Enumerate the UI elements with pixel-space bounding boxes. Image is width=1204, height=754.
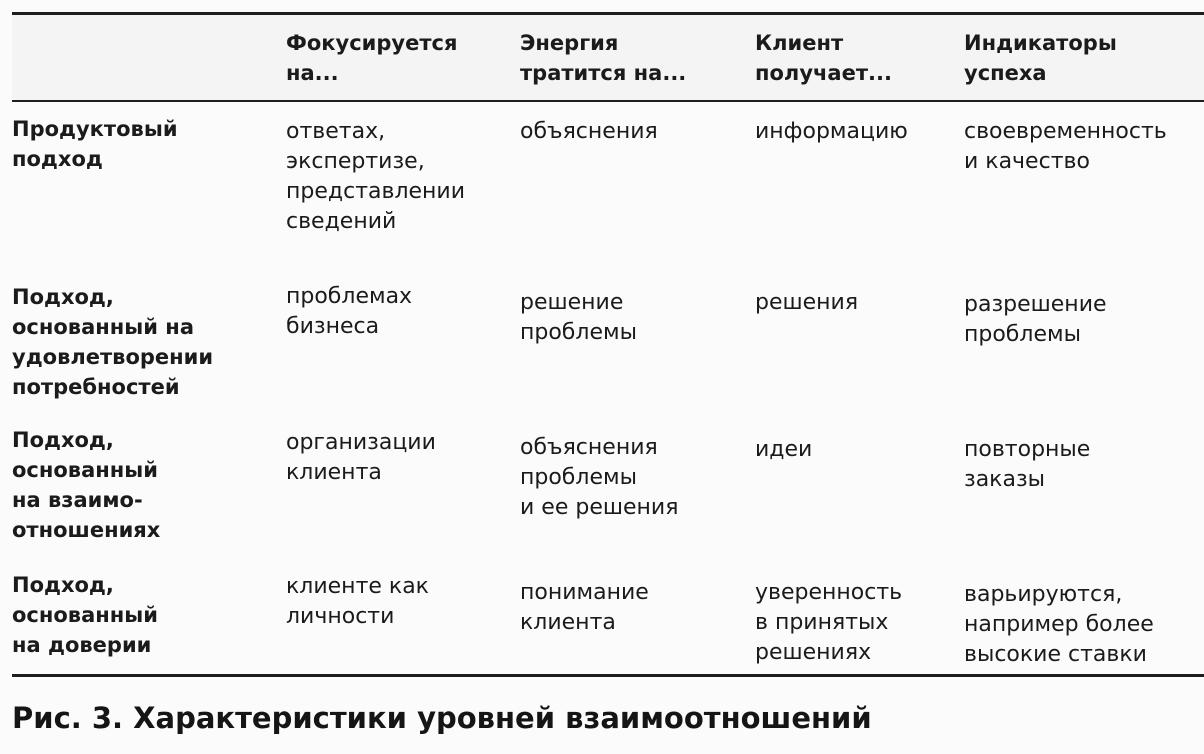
table-cell: повторные заказы [964,437,1091,492]
row-label-needs: Подход, основанный на удовлетворении потребностей [12,285,214,399]
header-client-gets: Клиент получает... [755,31,892,85]
table-cell: проблемах бизнеса [286,284,413,339]
table-cell: ответах, экспертизе, представлении сведений [286,119,466,234]
table-cell: объяснения проблемы и ее решения [520,435,679,520]
table-cell: идеи [755,437,813,462]
table-cell: решение проблемы [520,290,637,345]
table-header-rule [12,100,1204,102]
table-cell: варьируются, например более высокие ставки [964,582,1154,667]
row-label-relationships: Подход, основанный на взаимо- отношениях [12,428,161,542]
header-success-indicators: Индикаторы успеха [964,31,1117,85]
header-focus: Фокусируется на... [286,31,458,85]
table-top-rule [12,12,1204,15]
table-cell: клиенте как личности [286,574,429,629]
table-cell: информацию [755,119,908,144]
row-label-trust: Подход, основанный на доверии [12,573,158,657]
table-cell: организации клиента [286,430,436,485]
table-cell: разрешение проблемы [964,292,1107,347]
table-cell: объяснения [520,119,658,144]
table-cell: решения [755,290,859,315]
table-bottom-rule [12,674,1204,677]
table-cell: своевременность и качество [964,119,1167,174]
table-cell: понимание клиента [520,580,649,635]
table-cell: уверенность в принятых решениях [755,580,903,665]
row-label-product: Продуктовый подход [12,117,178,171]
header-energy: Энергия тратится на... [520,31,687,85]
figure-caption: Рис. 3. Характеристики уровней взаимоотношений [12,701,872,735]
